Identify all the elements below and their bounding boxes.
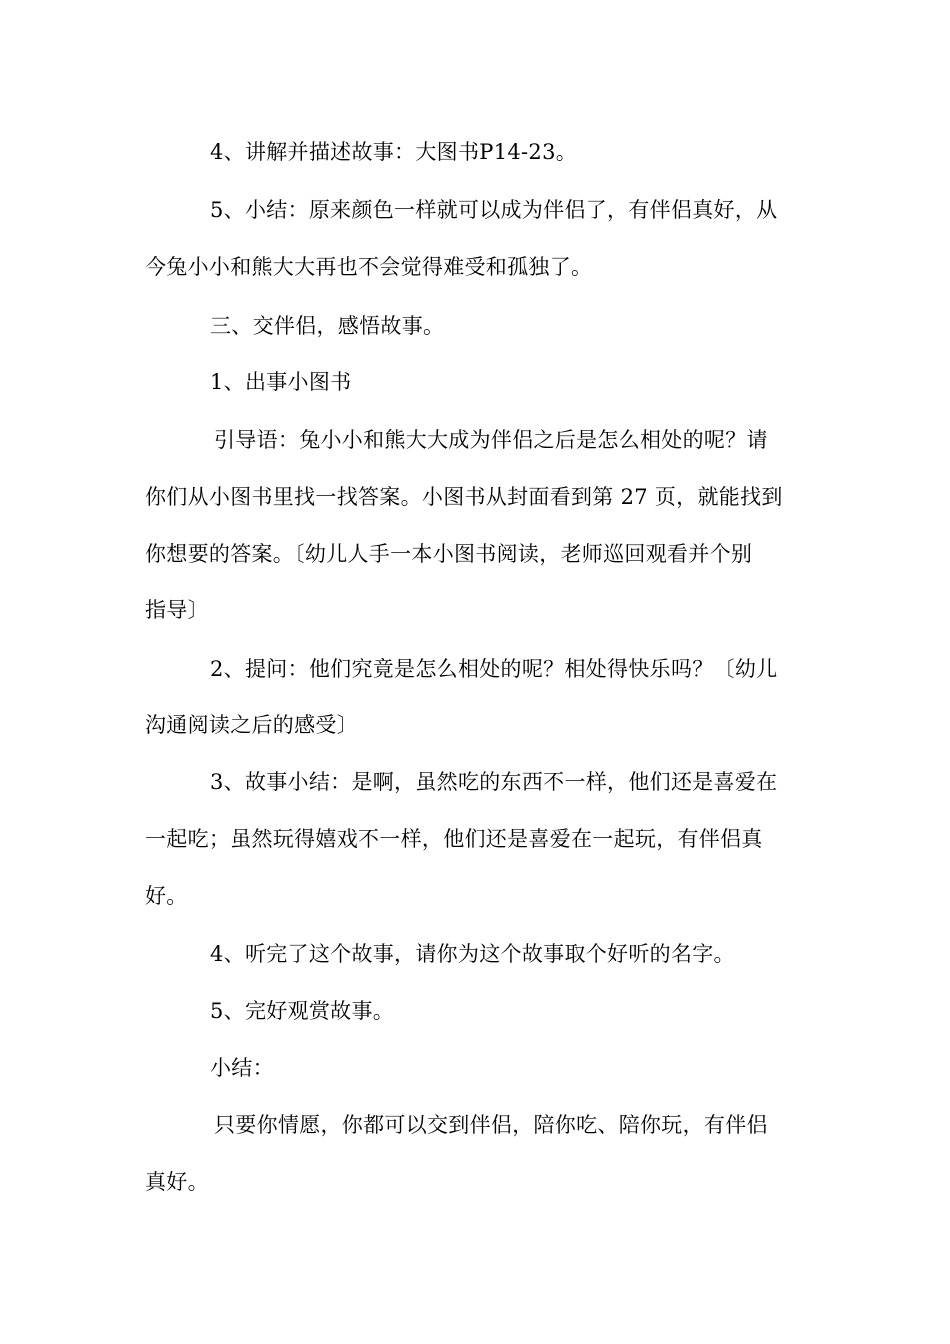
paragraph-step-5-summary-line2: 今兔小小和熊大大再也不会觉得难受和孤独了。 <box>145 255 593 279</box>
paragraph-step-4-storytelling: 4、讲解并描述故事：大图书P14-23。 <box>210 140 578 164</box>
paragraph-step-5-appreciate: 5、完好观赏故事。 <box>210 999 395 1023</box>
paragraph-guide-line3: 你想要的答案。〔幼儿人手一本小图书阅读，老师巡回观看并个别 <box>145 542 753 566</box>
paragraph-summary-label: 小结： <box>210 1056 274 1080</box>
paragraph-step-5-summary-line1: 5、小结：原来颜色一样就可以成为伴侣了，有伴侣真好，从 <box>210 198 778 222</box>
paragraph-guide-line2: 你们从小图书里找一找答案。小图书从封面看到第 27 页，就能找到 <box>145 485 783 509</box>
paragraph-step-3-summary-line1: 3、故事小结：是啊，虽然吃的东西不一样，他们还是喜爱在 <box>210 770 778 794</box>
paragraph-step-1-small-book: 1、出事小图书 <box>210 370 352 394</box>
paragraph-step-3-summary-line3: 好。 <box>145 884 188 908</box>
paragraph-closing-line2: 真好。 <box>145 1170 209 1194</box>
paragraph-step-2-question-line1: 2、提问：他们究竟是怎么相处的呢？相处得快乐吗？〔幼儿 <box>210 657 778 681</box>
paragraph-guide-line1: 引导语：兔小小和熊大大成为伴侣之后是怎么相处的呢？请 <box>214 428 768 452</box>
paragraph-step-2-question-line2: 沟通阅读之后的感受〕 <box>145 713 358 737</box>
paragraph-step-3-summary-line2: 一起吃；虽然玩得嬉戏不一样，他们还是喜爱在一起玩，有伴侣真 <box>145 827 763 851</box>
paragraph-closing-line1: 只要你情愿，你都可以交到伴侣，陪你吃、陪你玩，有伴侣 <box>214 1113 768 1137</box>
paragraph-step-4-naming: 4、听完了这个故事，请你为这个故事取个好听的名字。 <box>210 942 735 966</box>
paragraph-guide-line4: 指导〕 <box>145 598 209 622</box>
section-heading-three: 三、交伴侣，感悟故事。 <box>210 314 445 338</box>
